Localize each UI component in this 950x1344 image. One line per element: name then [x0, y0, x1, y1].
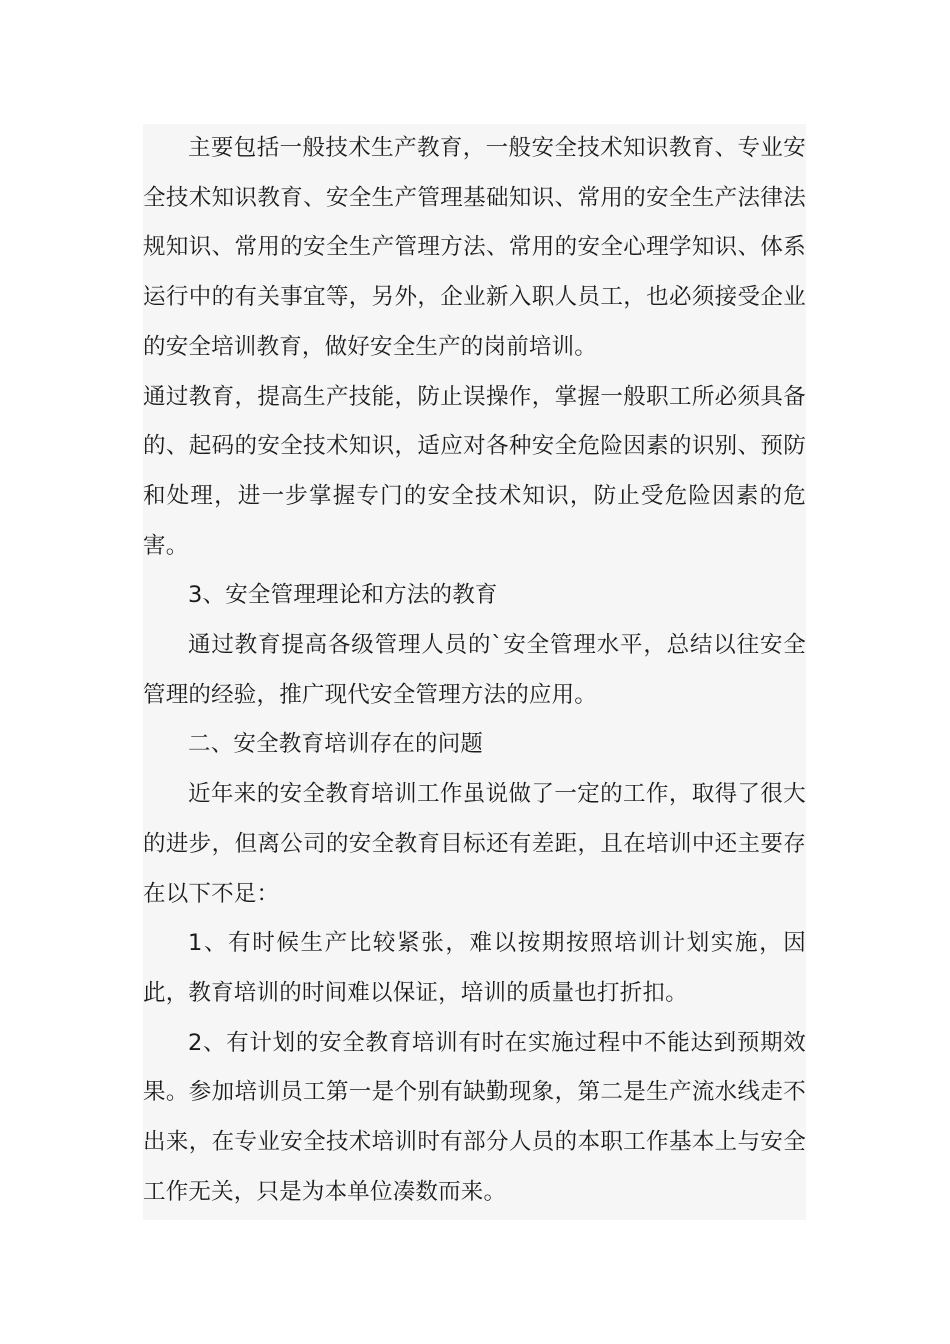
- section-heading-2: 二、安全教育培训存在的问题: [188, 731, 484, 758]
- list-item-2: 2、有计划的安全教育培训有时在实施过程中不能达到预期效果。参加培训员工第一是个别有缺勤现象，第二是生产流水线走不出来，在专业安全技术培训时有部分人员的本职工作基本上与安全工作无关，只是为本单位凑数而来。: [143, 1029, 806, 1205]
- paragraph-1: 主要包括一般技术生产教育，一般安全技术知识教育、专业安全技术知识教育、安全生产管理基础知识、常用的安全生产法律法规知识、常用的安全生产管理方法、常用的安全心理学知识、体系运行中的有关事宜等，另外，企业新入职人员工，也必须接受企业的安全培训教育，做好安全生产的岗前培训。: [143, 135, 806, 360]
- paragraph-4: 近年来的安全教育培训工作虽说做了一定的工作，取得了很大的进步，但离公司的安全教育目标还有差距，且在培训中还主要存在以下不足：: [143, 781, 806, 907]
- document-text-block: [143, 124, 806, 1220]
- paragraph-2: 通过教育，提高生产技能，防止误操作，掌握一般职工所必须具备的、起码的安全技术知识，适应对各种安全危险因素的识别、预防和处理，进一步掌握专门的安全技术知识，防止受危险因素的危害。: [143, 383, 806, 559]
- paragraph-3: 通过教育提高各级管理人员的`安全管理水平，总结以往安全管理的经验，推广现代安全管理方法的应用。: [143, 632, 806, 708]
- section-heading-3: 3、安全管理理论和方法的教育: [188, 582, 498, 609]
- list-item-1: 1、有时候生产比较紧张，难以按期按照培训计划实施，因此，教育培训的时间难以保证，培训的质量也打折扣。: [143, 930, 806, 1006]
